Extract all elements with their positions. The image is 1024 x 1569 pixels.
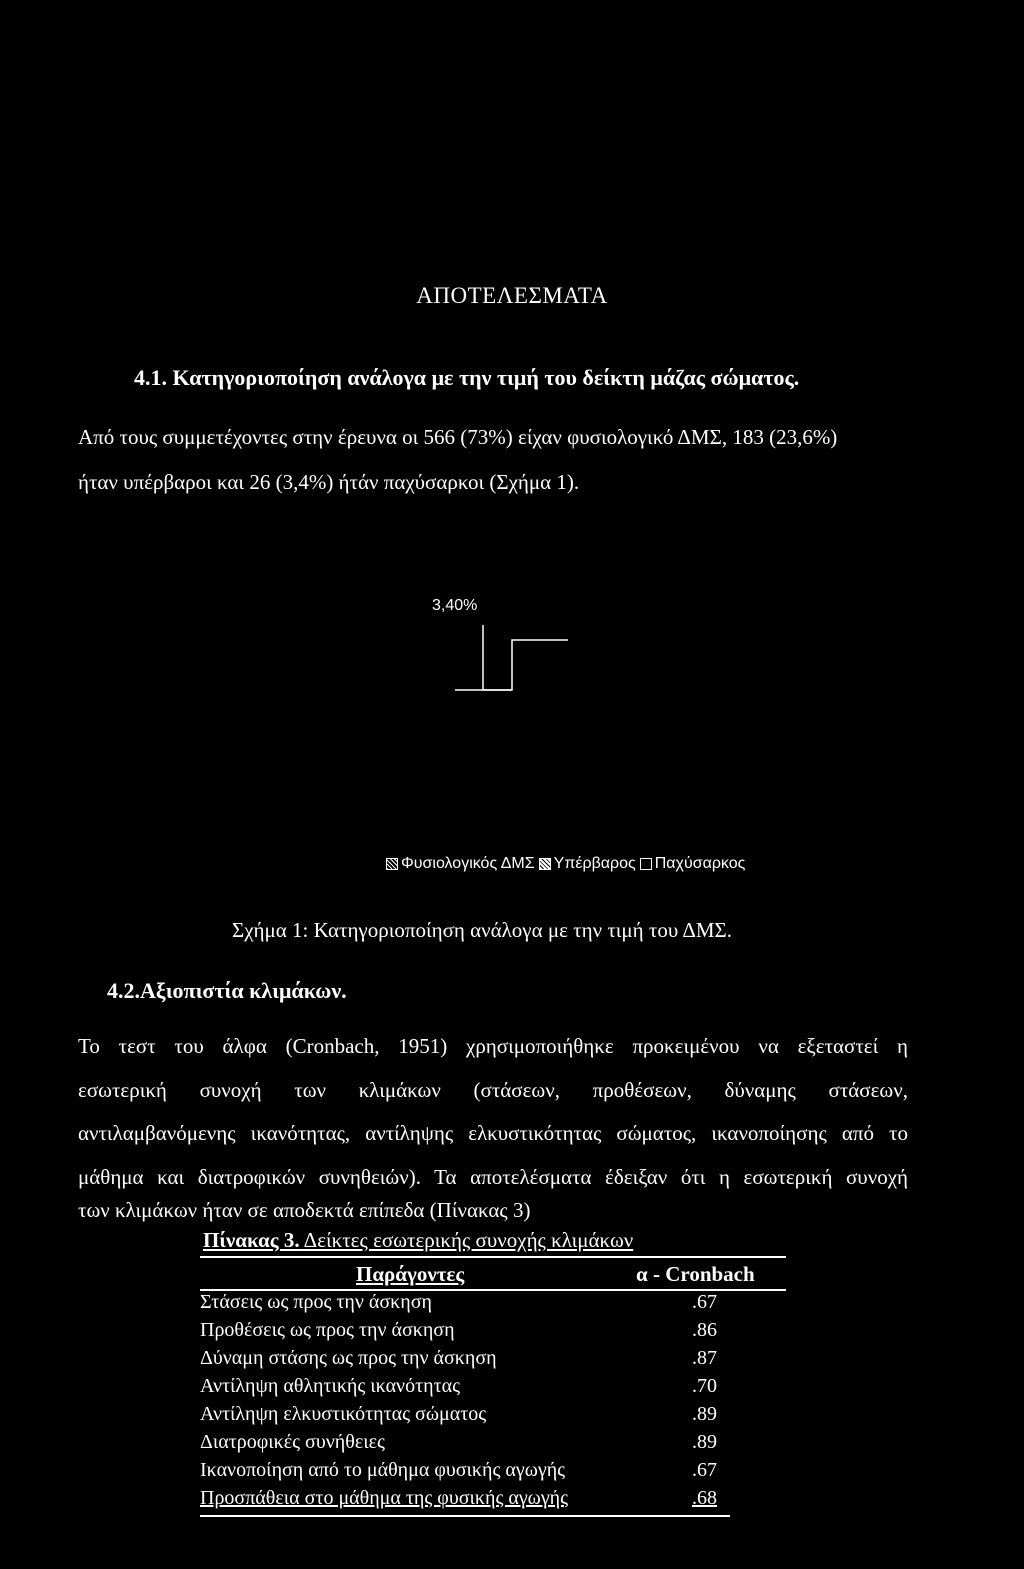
legend-label-normal: Φυσιολογικός ΔΜΣ: [401, 855, 535, 872]
table-cell-factor: Στάσεις ως προς την άσκηση: [200, 1291, 432, 1313]
table-cell-alpha: .68: [692, 1487, 717, 1509]
pie-slice-obese-outline: [483, 640, 568, 690]
table-row: [200, 1459, 786, 1487]
chart-legend: [386, 855, 749, 873]
page-heading: ΑΠΟΤΕΛΕΣΜΑΤΑ: [416, 283, 608, 308]
pie-data-label: 3,40%: [432, 597, 478, 614]
table-row: [200, 1291, 786, 1319]
legend-label-obese: Παχύσαρκος: [654, 855, 746, 872]
section-2-line-5: των κλιμάκων ήταν σε αποδεκτά επίπεδα (Πίνακας 3): [78, 1198, 531, 1222]
table-cell-factor: Προθέσεις ως προς την άσκηση: [200, 1319, 455, 1341]
section-2-line-4: μάθημα και διατροφικών συνηθειών). Τα αποτελέσματα έδειξαν ότι η εσωτερική συνοχή: [78, 1165, 908, 1189]
section-1-text-line-2: ήταν υπέρβαροι και 26 (3,4%) ήτάν παχύσαρκοι (Σχήμα 1).: [78, 470, 580, 494]
section-2-line-3: αντιλαμβανόμενης ικανότητας, αντίληψης ελκυστικότητας σώματος, ικανοποίησης από το: [78, 1121, 908, 1145]
table-row: [200, 1487, 786, 1515]
legend-item-overweight: [539, 855, 636, 873]
table-cell-alpha: .67: [692, 1291, 717, 1313]
bmi-pie-chart: [400, 590, 600, 700]
table-cell-alpha: .67: [692, 1459, 717, 1481]
table-cell-alpha: .89: [692, 1431, 717, 1453]
table-title: [203, 1228, 633, 1253]
section-2-title: 4.2.Αξιοπιστία κλιμάκων.: [107, 978, 347, 1003]
table-row: [200, 1431, 786, 1459]
legend-item-normal: [386, 855, 535, 873]
section-2-line-2: εσωτερική συνοχή των κλιμάκων (στάσεων, προθέσεων, δύναμης στάσεων,: [78, 1078, 908, 1102]
table-row: [200, 1375, 786, 1403]
legend-label-overweight: Υπέρβαρος: [553, 855, 636, 872]
table-top-rule: [200, 1256, 786, 1258]
table-cell-factor: Προσπάθεια στο μάθημα της φυσικής αγωγής: [200, 1487, 569, 1509]
table-cell-alpha: .87: [692, 1347, 717, 1369]
table-cell-factor: Ικανοποίηση από το μάθημα φυσικής αγωγής: [200, 1459, 566, 1481]
table-row: [200, 1347, 786, 1375]
table-cell-factor: Αντίληψη ελκυστικότητας σώματος: [200, 1403, 487, 1425]
figure-caption: Σχήμα 1: Κατηγοριοποίηση ανάλογα με την τιμή του ΔΜΣ.: [232, 918, 732, 942]
section-1-title: 4.1. Κατηγοριοποίηση ανάλογα με την τιμή του δείκτη μάζας σώματος.: [134, 365, 800, 390]
table-title-text: Δείκτες εσωτερικής συνοχής κλιμάκων: [299, 1228, 634, 1252]
table-row: [200, 1403, 786, 1431]
section-2-line-1: Το τεστ του άλφα (Cronbach, 1951) χρησιμοποιήθηκε προκειμένου να εξεταστεί η: [78, 1034, 908, 1058]
table-cell-alpha: .70: [692, 1375, 717, 1397]
legend-swatch-normal: [386, 858, 398, 870]
table-cell-factor: Διατροφικές συνήθειες: [200, 1431, 385, 1453]
table-title-number: Πίνακας 3.: [203, 1228, 300, 1252]
table-row: [200, 1319, 786, 1347]
table-cell-alpha: .86: [692, 1319, 717, 1341]
legend-swatch-obese: [640, 858, 652, 870]
table-cell-factor: Δύναμη στάσης ως προς την άσκηση: [200, 1347, 497, 1369]
table-header-alpha: α - Cronbach: [636, 1262, 755, 1286]
table-bottom-rule: [200, 1515, 730, 1517]
legend-swatch-overweight: [539, 858, 551, 870]
table-cell-alpha: .89: [692, 1403, 717, 1425]
section-1-text-line-1: Από τους συμμετέχοντες στην έρευνα οι 566 (73%) είχαν φυσιολογικό ΔΜΣ, 183 (23,6%): [78, 425, 838, 449]
legend-item-obese: [640, 855, 746, 873]
table-cell-factor: Αντίληψη αθλητικής ικανότητας: [200, 1375, 461, 1397]
table-header-factor: Παράγοντες: [356, 1262, 465, 1286]
